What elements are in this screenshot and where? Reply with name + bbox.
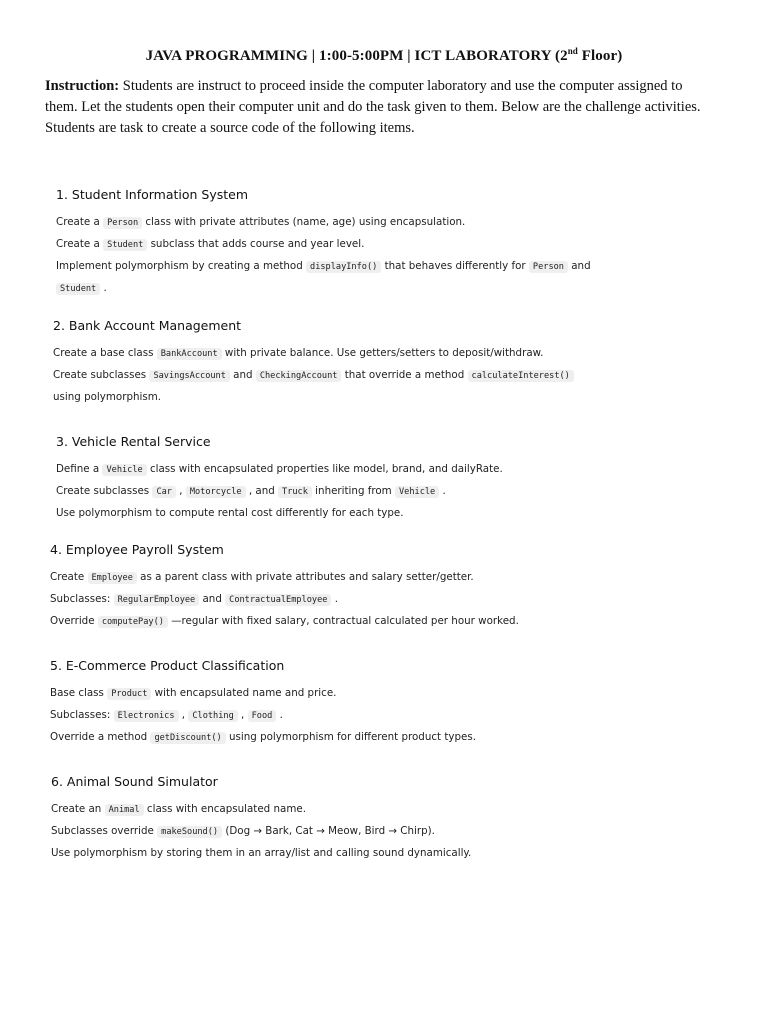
section-lines [50,683,476,749]
section-line [56,256,591,278]
line-text: Subclasses override [51,825,158,837]
code-token: CheckingAccount [256,370,342,382]
line-text: that override a method [341,369,468,381]
line-text: with encapsulated name and price. [151,687,337,699]
code-token: Student [56,283,100,295]
section-line [50,589,519,611]
code-token: ContractualEmployee [225,594,331,606]
section-line [56,481,503,503]
section-vehicle-rental [56,434,503,524]
line-text: class with encapsulated properties like model, brand, and dailyRate. [146,463,503,475]
section-animal-sound [51,774,471,864]
line-text: . [276,709,283,721]
code-token: Motorcycle [186,486,246,498]
line-text: . [331,593,338,605]
line-text: Subclasses: [50,593,114,605]
code-token: Vehicle [102,464,146,476]
line-text: Override a method [50,731,151,743]
line-text: , and [245,485,279,497]
section-line [56,278,591,300]
section-employee-payroll [50,542,519,633]
title-superscript: nd [567,46,578,56]
title-main: JAVA PROGRAMMING | 1:00-5:00PM | ICT LABORATORY (2 [145,48,568,64]
code-token: computePay() [98,616,168,628]
section-line [50,683,476,705]
line-text: Create subclasses [56,485,153,497]
code-token: getDiscount() [150,732,225,744]
code-token: Electronics [114,710,179,722]
code-token: Animal [105,804,144,816]
section-title: 1. Student Information System [56,187,249,202]
section-lines [51,799,471,864]
code-token: Clothing [188,710,237,722]
section-line [56,503,503,524]
section-line [53,343,574,365]
code-token: Employee [88,572,137,584]
section-line [50,705,476,727]
line-text: Create a [56,216,104,228]
code-token: calculateInterest() [468,370,574,382]
section-line [51,843,471,864]
line-text: (Dog → Bark, Cat → Meow, Bird → Chirp). [222,825,435,837]
code-token: Car [152,486,176,498]
line-text: Override [50,615,98,627]
line-text: , [237,709,248,721]
section-line [56,459,503,481]
line-text: with private balance. Use getters/setters to deposit/withdraw. [221,347,544,359]
line-text: inheriting from [311,485,395,497]
section-lines [56,212,591,300]
line-text: Define a [56,463,103,475]
line-text: , [175,485,186,497]
section-title: 4. Employee Payroll System [50,542,224,557]
code-token: Truck [278,486,312,498]
line-text: Create subclasses [53,369,150,381]
code-token: SavingsAccount [149,370,229,382]
line-text: subclass that adds course and year level. [147,238,365,250]
code-token: Vehicle [395,486,439,498]
instruction-paragraph [45,76,717,139]
line-text: Create a [56,238,104,250]
section-line [56,234,591,256]
code-token: Person [103,217,142,229]
line-text: Subclasses: [50,709,114,721]
line-text: Create an [51,803,105,815]
section-title: 2. Bank Account Management [53,318,242,333]
line-text: —regular with fixed salary, contractual calculated per hour worked. [167,615,519,627]
section-title: 6. Animal Sound Simulator [51,774,218,789]
section-title: 5. E-Commerce Product Classification [50,658,285,673]
code-token: makeSound() [157,826,222,838]
code-token: BankAccount [157,348,222,360]
line-text: using polymorphism for different product types. [225,731,476,743]
section-student-information [56,187,591,300]
line-text: , [178,709,189,721]
code-token: RegularEmployee [114,594,200,606]
line-text: Create a base class [53,347,157,359]
line-text: . [100,282,107,294]
code-token: displayInfo() [306,261,381,273]
section-line [53,365,574,387]
section-line [50,567,519,589]
section-line [51,799,471,821]
instruction-label: Instruction: [45,78,120,94]
line-text: that behaves differently for [381,260,529,272]
section-lines [50,567,519,633]
section-line [53,387,574,408]
section-ecommerce-product [50,658,476,749]
section-line [50,611,519,633]
code-token: Product [107,688,151,700]
section-title: 3. Vehicle Rental Service [56,434,211,449]
line-text: class with private attributes (name, age) using encapsulation. [142,216,466,228]
section-line [51,821,471,843]
line-text: as a parent class with private attributes and salary setter/getter. [136,571,474,583]
code-token: Food [248,710,277,722]
section-bank-account [53,318,574,408]
line-text: and [567,260,591,272]
line-text: using polymorphism. [53,391,162,403]
line-text: Use polymorphism by storing them in an array/list and calling sound dynamically. [51,847,472,859]
code-token: Person [529,261,568,273]
line-text: Use polymorphism to compute rental cost differently for each type. [56,507,404,519]
line-text: and [199,593,226,605]
page-title [0,46,768,65]
line-text: Base class [50,687,108,699]
line-text: class with encapsulated name. [143,803,306,815]
instruction-text: Students are instruct to proceed inside the computer laboratory and use the computer assigned to them. Let the students open their computer unit and do the task given to them. Below are the challenge activities. Students are task to create a source code of the following items. [45,78,701,136]
line-text: Create [50,571,88,583]
line-text: and [229,369,256,381]
section-lines [53,343,574,408]
line-text: . [439,485,446,497]
section-line [50,727,476,749]
code-token: Student [103,239,147,251]
title-end: Floor) [577,48,623,64]
section-line [56,212,591,234]
line-text: Implement polymorphism by creating a method [56,260,307,272]
section-lines [56,459,503,524]
